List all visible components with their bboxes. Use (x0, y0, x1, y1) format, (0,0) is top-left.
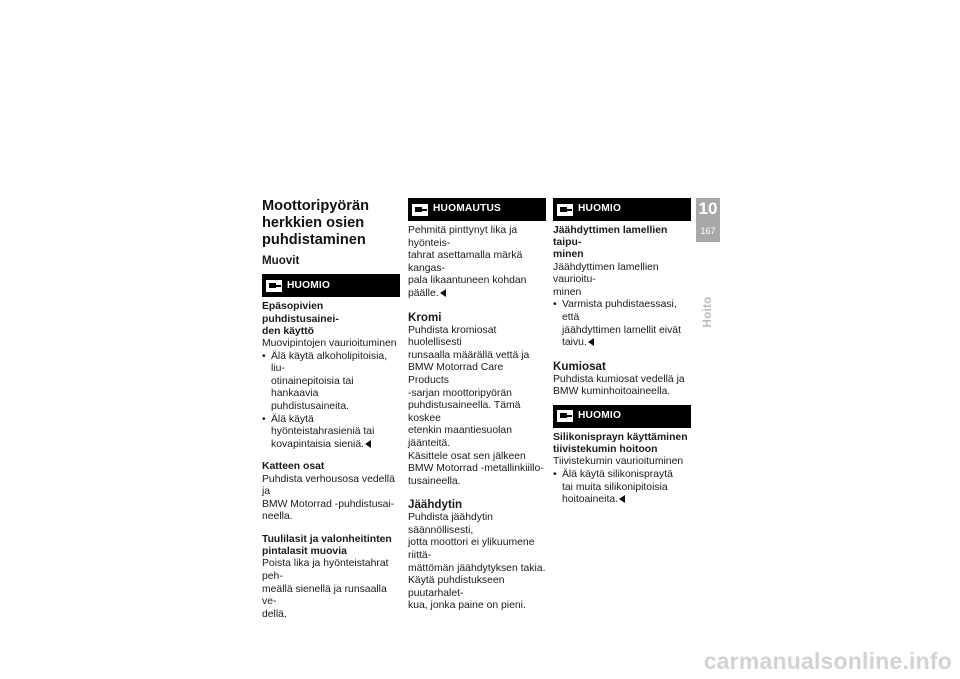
chapter-number: 10 (698, 199, 718, 218)
line: Käytä puhdistukseen puutarhalet- (408, 575, 505, 599)
line (562, 494, 691, 507)
line: puhdistusaineella. Tämä koskee (408, 400, 521, 424)
line: BMW Motorrad -metallinkiillo- (408, 463, 544, 475)
line (271, 439, 400, 452)
list-item (553, 469, 691, 507)
line: Pehmitä pinttynyt lika ja hyönteis- (408, 225, 518, 249)
paragraph-tuulilasit (262, 558, 400, 621)
heading-line: Silikonisprayn käyttäminen (553, 431, 688, 443)
line-text: kovapintaisia sieniä. (271, 438, 364, 450)
heading-line: den käyttö (262, 325, 314, 337)
line: Poista lika ja hyönteistahrat peh- (262, 558, 389, 582)
end-mark-icon (440, 289, 446, 297)
line: BMW Motorrad -puhdistusai- (262, 498, 395, 510)
line: tusaineella. (408, 475, 461, 487)
notice-box-huomio (553, 405, 691, 428)
line: jotta moottori ei ylikuumene riittä- (408, 537, 535, 562)
line: dellä. (262, 608, 287, 620)
page-number: 167 (700, 226, 716, 236)
page-title (262, 198, 400, 248)
line: Puhdista kromiosat huolellisesti (408, 324, 497, 349)
notice-heading (553, 225, 691, 262)
line (408, 275, 546, 300)
hand-pointing-icon (266, 280, 282, 292)
list-item (553, 299, 691, 349)
line: BMW Motorrad Care Products (408, 362, 504, 386)
column-1 (262, 198, 400, 621)
notice-heading (262, 301, 400, 338)
heading-line: Jäähdyttimen lamellien taipu- (553, 225, 668, 249)
notice-heading (553, 432, 691, 456)
column-2 (408, 198, 546, 613)
line: puhdistusaineita. (271, 400, 349, 412)
line: minen (553, 286, 582, 298)
notice-label: HUOMIO (578, 410, 622, 422)
line: neella. (262, 511, 293, 523)
chapter-side-label: Hoito (702, 296, 714, 328)
title-line: puhdistaminen (262, 231, 366, 248)
paragraph-kromi (408, 325, 546, 489)
column-3 (553, 198, 691, 507)
list-item (262, 414, 400, 452)
section-heading-kromi: Kromi (408, 310, 442, 324)
line: kua, jonka paine on pieni. (408, 600, 526, 612)
paragraph-katteen-osat (262, 474, 400, 524)
hand-pointing-icon (412, 204, 428, 216)
line: Käsittele osat sen jälkeen (408, 450, 526, 462)
line: etenkin maantiesuolan jäänteitä. (408, 425, 512, 449)
title-line: Moottoripyörän (262, 198, 370, 214)
notice-intro: Tiivistekumin vaurioituminen (553, 456, 684, 468)
notice-bullet-list (553, 299, 691, 349)
notice-intro: Muovipintojen vaurioituminen (262, 338, 397, 349)
line: -sarjan moottoripyörän (408, 387, 512, 399)
line: • Älä käytä silikonispraytä (562, 468, 673, 480)
line: tai muita silikonipitoisia (562, 481, 668, 493)
line: meällä sienellä ja runsaalla ve- (262, 583, 387, 608)
heading-line: minen (553, 249, 584, 261)
notice-bullet-list (553, 469, 691, 507)
subheading-tuulilasit (262, 534, 400, 558)
paragraph-kumiosat (553, 374, 691, 399)
line: tahrat asettamalla märkä kangas- (408, 250, 523, 274)
section-heading-muovit: Muovit (262, 254, 300, 268)
line: Puhdista jäähdytin säännöllisesti, (408, 512, 493, 536)
line: otinainepitoisia tai hankaavia (271, 375, 354, 400)
notice-box-huomio (553, 198, 691, 221)
notice-intro (553, 262, 691, 300)
line: Puhdista verhousosa vedellä ja (262, 473, 395, 498)
notice-bullet-list (262, 351, 400, 452)
section-heading-jaahdytin: Jäähdytin (408, 498, 463, 512)
notice-label: HUOMIO (287, 279, 331, 291)
end-mark-icon (619, 495, 625, 503)
section-heading-kumiosat: Kumiosat (553, 359, 606, 373)
line-text: taivu. (562, 337, 587, 349)
heading-line: Tuulilasit ja valonheitinten (262, 533, 392, 545)
notice-label: HUOMAUTUS (433, 203, 502, 215)
end-mark-icon (365, 440, 371, 448)
line: mättömän jäähdytyksen takia. (408, 562, 546, 574)
list-item (262, 351, 400, 414)
subheading-katteen-osat: Katteen osat (262, 461, 325, 473)
line: Puhdista kumiosat vedellä ja (553, 373, 685, 385)
hand-pointing-icon (557, 410, 573, 422)
line: Jäähdyttimen lamellien vaurioitu- (553, 261, 659, 286)
line: runsaalla määrällä vettä ja (408, 349, 530, 361)
title-line: herkkien osien (262, 214, 365, 231)
line: • Varmista puhdistaessasi, että (562, 299, 677, 323)
heading-line: tiivistekumin hoitoon (553, 444, 658, 456)
line: • Älä käytä hyönteistahrasieniä tai (271, 413, 375, 438)
end-mark-icon (588, 338, 594, 346)
hand-pointing-icon (557, 204, 573, 216)
heading-line: pintalasit muovia (262, 546, 347, 558)
watermark: carmanualsonline.info (703, 648, 952, 674)
line: BMW kuminhoitoaineella. (553, 386, 671, 398)
line-text: hoitoaineita. (562, 494, 619, 506)
paragraph-jaahdytin (408, 512, 546, 613)
notice-box-huomio (262, 274, 400, 297)
line: jäähdyttimen lamellit eivät (562, 324, 681, 336)
notice-text (408, 225, 546, 301)
line (562, 337, 691, 350)
notice-label: HUOMIO (578, 203, 622, 215)
notice-box-huomautus (408, 198, 546, 221)
line: • Älä käytä alkoholipitoisia, liu- (271, 350, 388, 375)
line-text: pala likaantuneen kohdan päälle. (408, 275, 527, 299)
heading-line: Epäsopivien puhdistusainei- (262, 301, 339, 325)
